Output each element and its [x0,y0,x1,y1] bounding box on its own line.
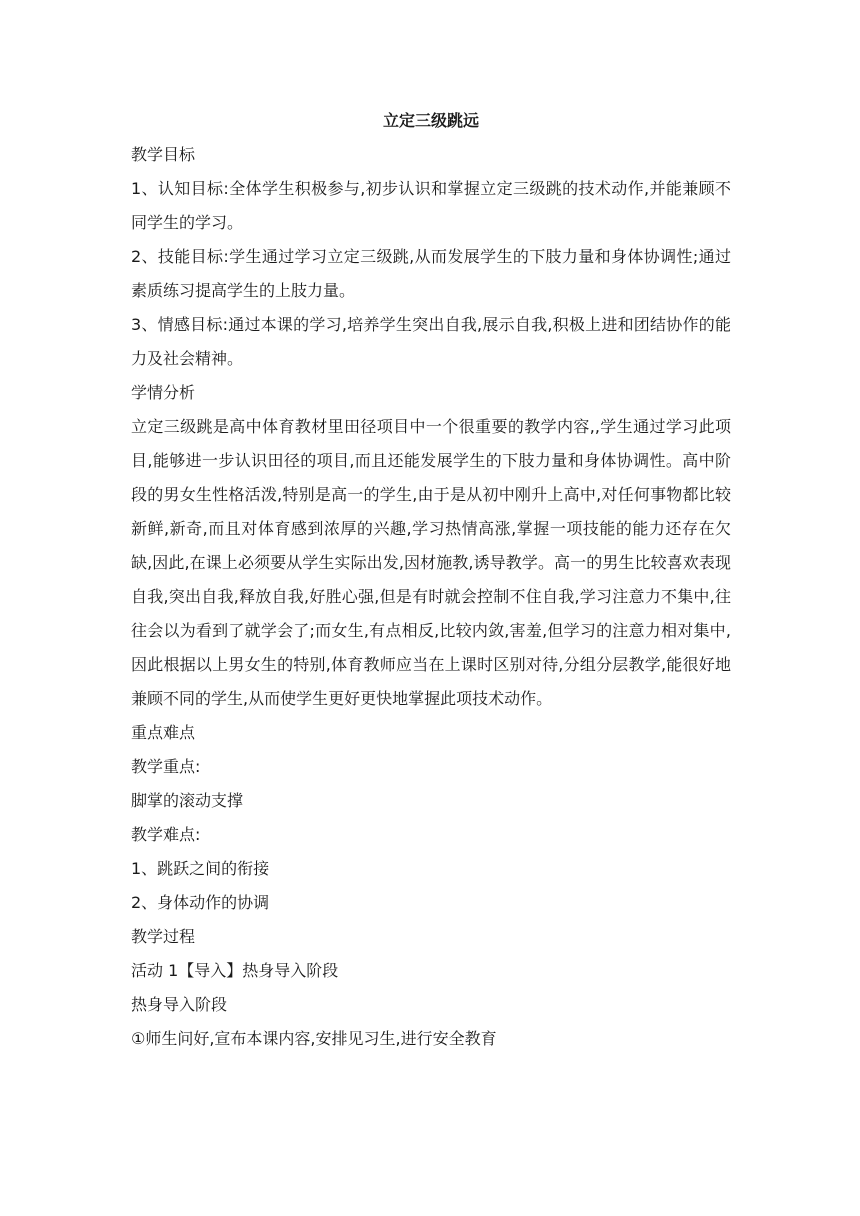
difficulty-item-1: 1、跳跃之间的衔接 [131,859,270,878]
warmup-heading: 热身导入阶段 [131,995,228,1014]
document-title: 立定三级跳远 [382,111,479,130]
key-points-heading: 重点难点 [131,723,196,742]
objectives-heading: 教学目标 [131,145,196,164]
activity-1-heading: 活动 1【导入】热身导入阶段 [131,961,339,980]
focus-item: 脚掌的滚动支撑 [131,791,244,810]
difficulty-item-2: 2、身体动作的协调 [131,893,270,912]
warmup-step-1: ①师生问好,宣布本课内容,安排见习生,进行安全教育 [131,1029,497,1048]
objective-emotional: 3、情感目标:通过本课的学习,培养学生突出自我,展示自我,积极上进和团结协作的能力及社会精神。 [131,315,731,368]
analysis-paragraph: 立定三级跳是高中体育教材里田径项目中一个很重要的教学内容,,学生通过学习此项目,能够进一步认识田径的项目,而且还能发展学生的下肢力量和身体协调性。高中阶段的男女生性格活泼,特别是高一的学生,由于是从初中刚升上高中,对任何事物都比较新鲜,新奇,而且对体育感到浓厚的兴趣,学习热情高涨,掌握一项技能的能力还存在欠缺,因此,在课上必须要从学生实际出发,因材施教,诱导教学。高一的男生比较喜欢表现自我,突出自我,释放自我,好胜心强,但是有时就会控制不住自我,学习注意力不集中,往往会以为看到了就学会了;而女生,有点相反,比较内敛,害羞,但学习的注意力相对集中,因此根据以上男女生的特别,体育教师应当在上课时区别对待,分组分层教学,能很好地兼顾不同的学生,从而使学生更好更快地掌握此项技术动作。 [131,417,731,708]
process-heading: 教学过程 [131,927,196,946]
objective-skill: 2、技能目标:学生通过学习立定三级跳,从而发展学生的下肢力量和身体协调性;通过素质练习提高学生的上肢力量。 [131,247,731,300]
document-body [131,104,731,1056]
focus-label: 教学重点: [131,757,201,776]
analysis-heading: 学情分析 [131,383,196,402]
difficulty-label: 教学难点: [131,825,201,844]
objective-cognitive: 1、认知目标:全体学生积极参与,初步认识和掌握立定三级跳的技术动作,并能兼顾不同学生的学习。 [131,179,731,232]
